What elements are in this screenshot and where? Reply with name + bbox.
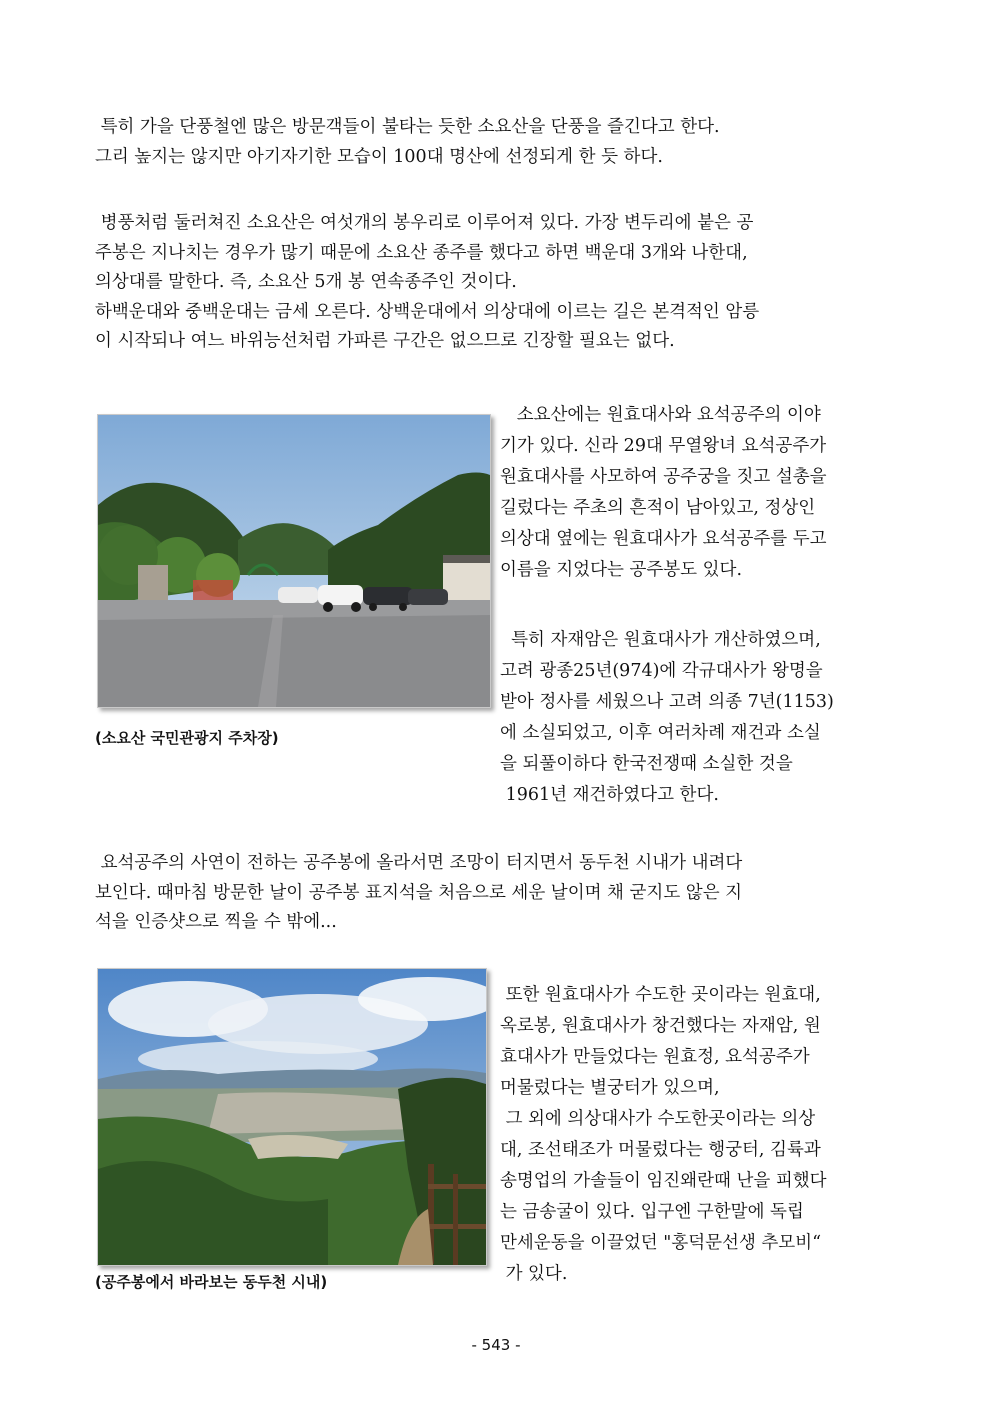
photo-parking-lot xyxy=(97,414,491,708)
text-line: 고려 광종25년(974)에 각규대사가 왕명을 xyxy=(500,661,823,681)
text-line: 병풍처럼 둘러쳐진 소요산은 여섯개의 봉우리로 이루어져 있다. 가장 변두리에 붙은 공 xyxy=(95,213,754,233)
column-text-jajaeam xyxy=(500,625,900,811)
text-line: 만세운동을 이끌었던 "홍덕문선생 추모비“ xyxy=(500,1233,822,1253)
text-line: 송명업의 가솔들이 임진왜란때 난을 피했다 xyxy=(500,1171,827,1191)
text-line: 이름을 지었다는 공주봉도 있다. xyxy=(500,560,743,580)
text-line: 석을 인증샷으로 찍을 수 밖에... xyxy=(95,912,337,932)
text-line: 옥로봉, 원효대사가 창건했다는 자재암, 원 xyxy=(500,1016,821,1036)
photo-caption: (공주봉에서 바라보는 동두천 시내) xyxy=(95,1273,328,1291)
photo-caption: (소요산 국민관광지 주차장) xyxy=(95,729,279,747)
text-line: 원효대사를 사모하여 공주궁을 짓고 설총을 xyxy=(500,467,827,487)
text-line: 가 있다. xyxy=(500,1264,568,1284)
text-line: 길렀다는 주초의 흔적이 남아있고, 정상인 xyxy=(500,498,816,518)
text-line: 특히 가을 단풍철엔 많은 방문객들이 불타는 듯한 소요산을 단풍을 즐긴다고 한다. xyxy=(95,117,720,137)
column-text-sites xyxy=(500,980,900,1290)
text-line: 기가 있다. 신라 29대 무열왕녀 요석공주가 xyxy=(500,436,827,456)
text-line: 보인다. 때마침 방문한 날이 공주봉 표지석을 처음으로 세운 날이며 채 굳지도 않은 지 xyxy=(95,882,743,903)
text-line: 대, 조선태조가 머물렀다는 행궁터, 김륙과 xyxy=(500,1140,821,1160)
text-line: 그리 높지는 않지만 아기자기한 모습이 100대 명산에 선정되게 한 듯 하다. xyxy=(95,146,663,167)
column-text-legend xyxy=(500,400,900,586)
text-line: 1961년 재건하였다고 한다. xyxy=(500,785,719,805)
text-line: 이 시작되나 여느 바위능선처럼 가파른 구간은 없으므로 긴장할 필요는 없다. xyxy=(95,331,675,351)
text-line: 소요산에는 원효대사와 요석공주의 이야 xyxy=(500,405,821,425)
text-line: 또한 원효대사가 수도한 곳이라는 원효대, xyxy=(500,985,821,1005)
text-line: 에 소실되었고, 이후 여러차례 재건과 소실 xyxy=(500,723,821,743)
text-line: 머물렀다는 별궁터가 있으며, xyxy=(500,1078,720,1098)
text-line: 특히 자재암은 원효대사가 개산하였으며, xyxy=(500,630,821,650)
text-line: 효대사가 만들었다는 원효정, 요석공주가 xyxy=(500,1047,810,1067)
text-line: 을 되풀이하다 한국전쟁때 소실한 것을 xyxy=(500,754,793,774)
paragraph-six-peaks xyxy=(95,209,900,357)
page-number: - 543 - xyxy=(471,1336,521,1354)
text-line: 는 금송굴이 있다. 입구엔 구한말에 독립 xyxy=(500,1202,804,1222)
text-line: 하백운대와 중백운대는 금세 오른다. 상백운대에서 의상대에 이르는 길은 본격적인 암릉 xyxy=(95,301,760,322)
text-line: 주봉은 지나치는 경우가 많기 때문에 소요산 종주를 했다고 하면 백운대 3개와 나한대, xyxy=(95,242,748,263)
text-line: 받아 정사를 세웠으나 고려 의종 7년(1153) xyxy=(500,692,834,712)
text-line: 요석공주의 사연이 전하는 공주봉에 올라서면 조망이 터지면서 동두천 시내가 내려다 xyxy=(95,853,743,873)
paragraph-autumn-foliage xyxy=(95,113,900,172)
text-line: 그 외에 의상대사가 수도한곳이라는 의상 xyxy=(500,1109,816,1129)
paragraph-gongjubong xyxy=(95,849,900,938)
text-line: 의상대를 말한다. 즉, 소요산 5개 봉 연속종주인 것이다. xyxy=(95,272,517,292)
photo-dongducheon-view xyxy=(97,968,487,1266)
text-line: 의상대 옆에는 원효대사가 요석공주를 두고 xyxy=(500,529,827,549)
